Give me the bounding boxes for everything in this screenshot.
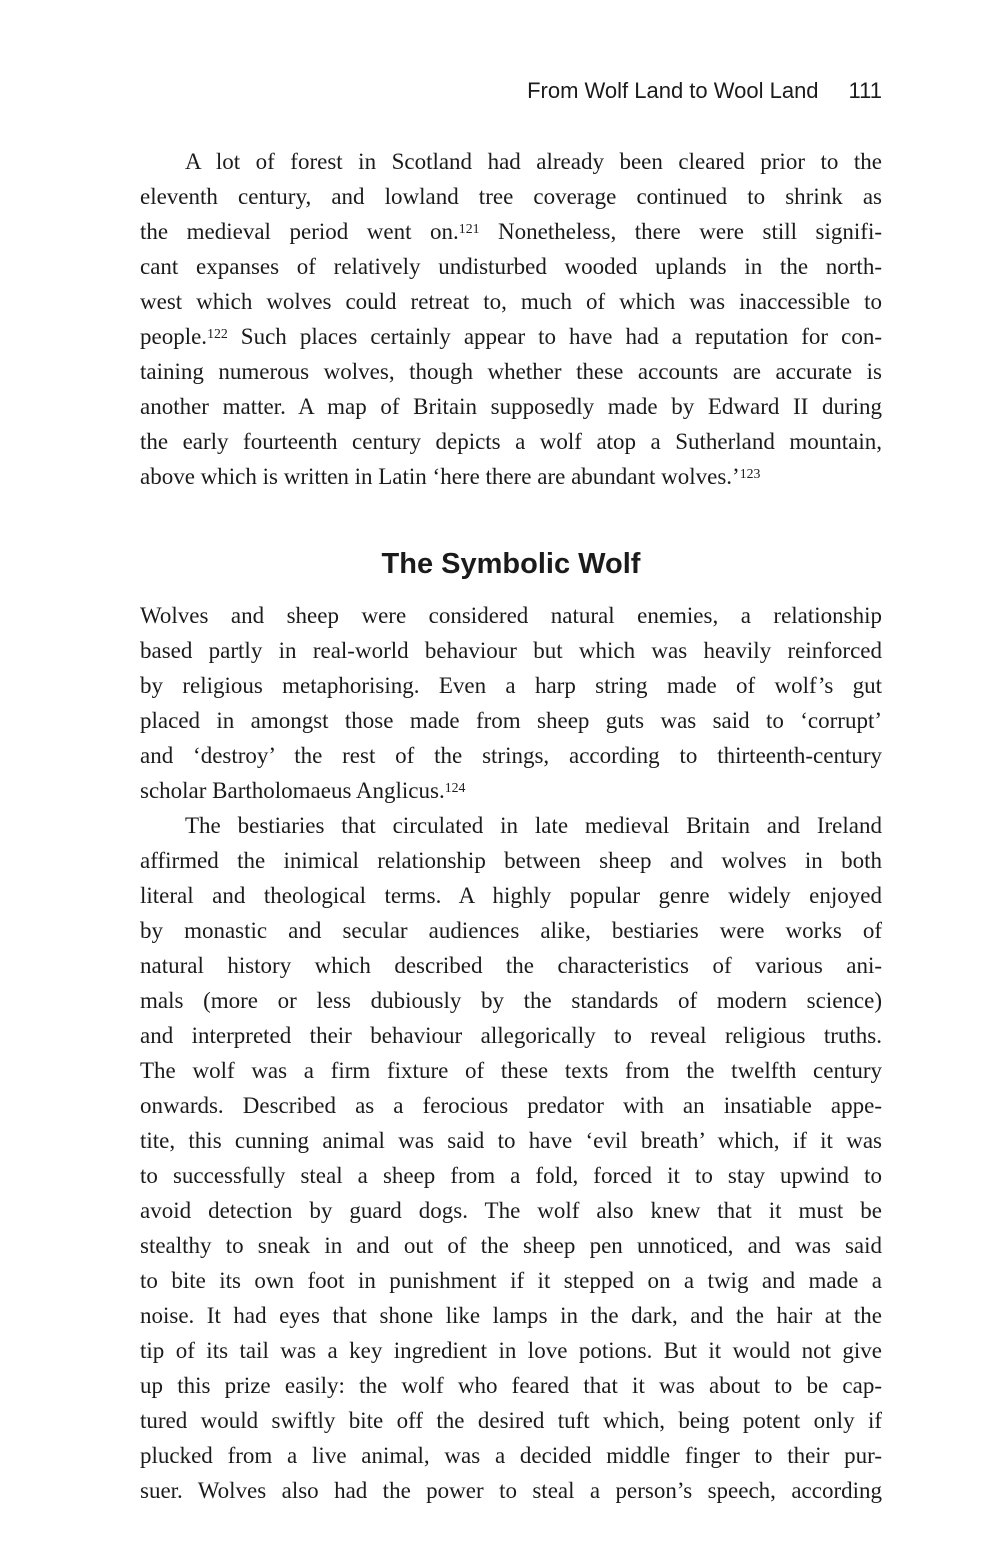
text-line: A lot of forest in Scotland had already been cleared prior to the bbox=[185, 149, 882, 174]
text-line: and interpreted their behaviour allegorically to reveal religious truths. bbox=[140, 1023, 882, 1048]
text-line: tured would swiftly bite off the desired tuft which, being potent only if bbox=[140, 1408, 882, 1433]
page-body bbox=[140, 144, 882, 1508]
page-number: 111 bbox=[848, 78, 882, 103]
text-line: natural history which described the characteristics of various ani- bbox=[140, 953, 882, 978]
text-line: to bite its own foot in punishment if it stepped on a twig and made a bbox=[140, 1268, 882, 1293]
text-line: and ‘destroy’ the rest of the strings, according to thirteenth-century bbox=[140, 743, 882, 768]
text-line: tip of its tail was a key ingredient in love potions. But it would not give bbox=[140, 1338, 882, 1363]
text-line: literal and theological terms. A highly popular genre widely enjoyed bbox=[140, 883, 882, 908]
text-line: cant expanses of relatively undisturbed wooded uplands in the north- bbox=[140, 254, 882, 279]
text-line: up this prize easily: the wolf who feared that it was about to be cap- bbox=[140, 1373, 882, 1398]
text-line: The wolf was a firm fixture of these texts from the twelfth century bbox=[140, 1058, 882, 1083]
text-line: onwards. Described as a ferocious predator with an insatiable appe- bbox=[140, 1093, 882, 1118]
footnote-ref: 121 bbox=[458, 220, 480, 236]
running-title: From Wolf Land to Wool Land bbox=[527, 78, 819, 103]
text-line: plucked from a live animal, was a decided middle finger to their pur- bbox=[140, 1443, 882, 1468]
text-line: suer. Wolves also had the power to steal a person’s speech, according bbox=[140, 1478, 882, 1503]
text-line: eleventh century, and lowland tree coverage continued to shrink as bbox=[140, 184, 882, 209]
text-line: avoid detection by guard dogs. The wolf also knew that it must be bbox=[140, 1198, 882, 1223]
paragraph bbox=[140, 808, 882, 1508]
text-line: tite, this cunning animal was said to have ‘evil breath’ which, if it was bbox=[140, 1128, 882, 1153]
text-line: west which wolves could retreat to, much of which was inaccessible to bbox=[140, 289, 882, 314]
text-line: the medieval period went on.$^{121}$ Nonetheless, there were still signifi- bbox=[140, 219, 882, 244]
text-line: affirmed the inimical relationship between sheep and wolves in both bbox=[140, 848, 882, 873]
paragraph bbox=[140, 144, 882, 494]
text-line: placed in amongst those made from sheep guts was said to ‘corrupt’ bbox=[140, 708, 882, 733]
text-line: mals (more or less dubiously by the standards of modern science) bbox=[140, 988, 882, 1013]
text-line: to successfully steal a sheep from a fold, forced it to stay upwind to bbox=[140, 1163, 882, 1188]
section-heading: The Symbolic Wolf bbox=[381, 548, 641, 580]
footnote-ref: 122 bbox=[207, 325, 228, 341]
page-header bbox=[140, 78, 882, 104]
text-line: Wolves and sheep were considered natural enemies, a relationship bbox=[140, 603, 882, 628]
text-line: above which is written in Latin ‘here there are abundant wolves.’$^{123}$ bbox=[140, 464, 761, 489]
text-line: stealthy to sneak in and out of the sheep pen unnoticed, and was said bbox=[140, 1233, 882, 1258]
footnote-ref: 123 bbox=[739, 465, 761, 481]
text-line: noise. It had eyes that shone like lamps in the dark, and the hair at the bbox=[140, 1303, 882, 1328]
text-line: by religious metaphorising. Even a harp string made of wolf’s gut bbox=[140, 673, 882, 698]
text-line: people.$^{122}$ Such places certainly appear to have had a reputation for con- bbox=[140, 324, 882, 349]
text-block bbox=[140, 0, 882, 1508]
text-line: another matter. A map of Britain supposedly made by Edward II during bbox=[140, 394, 882, 419]
text-line: The bestiaries that circulated in late medieval Britain and Ireland bbox=[185, 813, 882, 838]
text-line: scholar Bartholomaeus Anglicus.$^{124}$ bbox=[140, 778, 466, 803]
paragraph bbox=[140, 598, 882, 808]
text-line: by monastic and secular audiences alike, bestiaries were works of bbox=[140, 918, 882, 943]
text-line: taining numerous wolves, though whether these accounts are accurate is bbox=[140, 359, 882, 384]
footnote-ref: 124 bbox=[444, 779, 466, 795]
text-line: the early fourteenth century depicts a wolf atop a Sutherland mountain, bbox=[140, 429, 882, 454]
text-line: based partly in real-world behaviour but which was heavily reinforced bbox=[140, 638, 882, 663]
